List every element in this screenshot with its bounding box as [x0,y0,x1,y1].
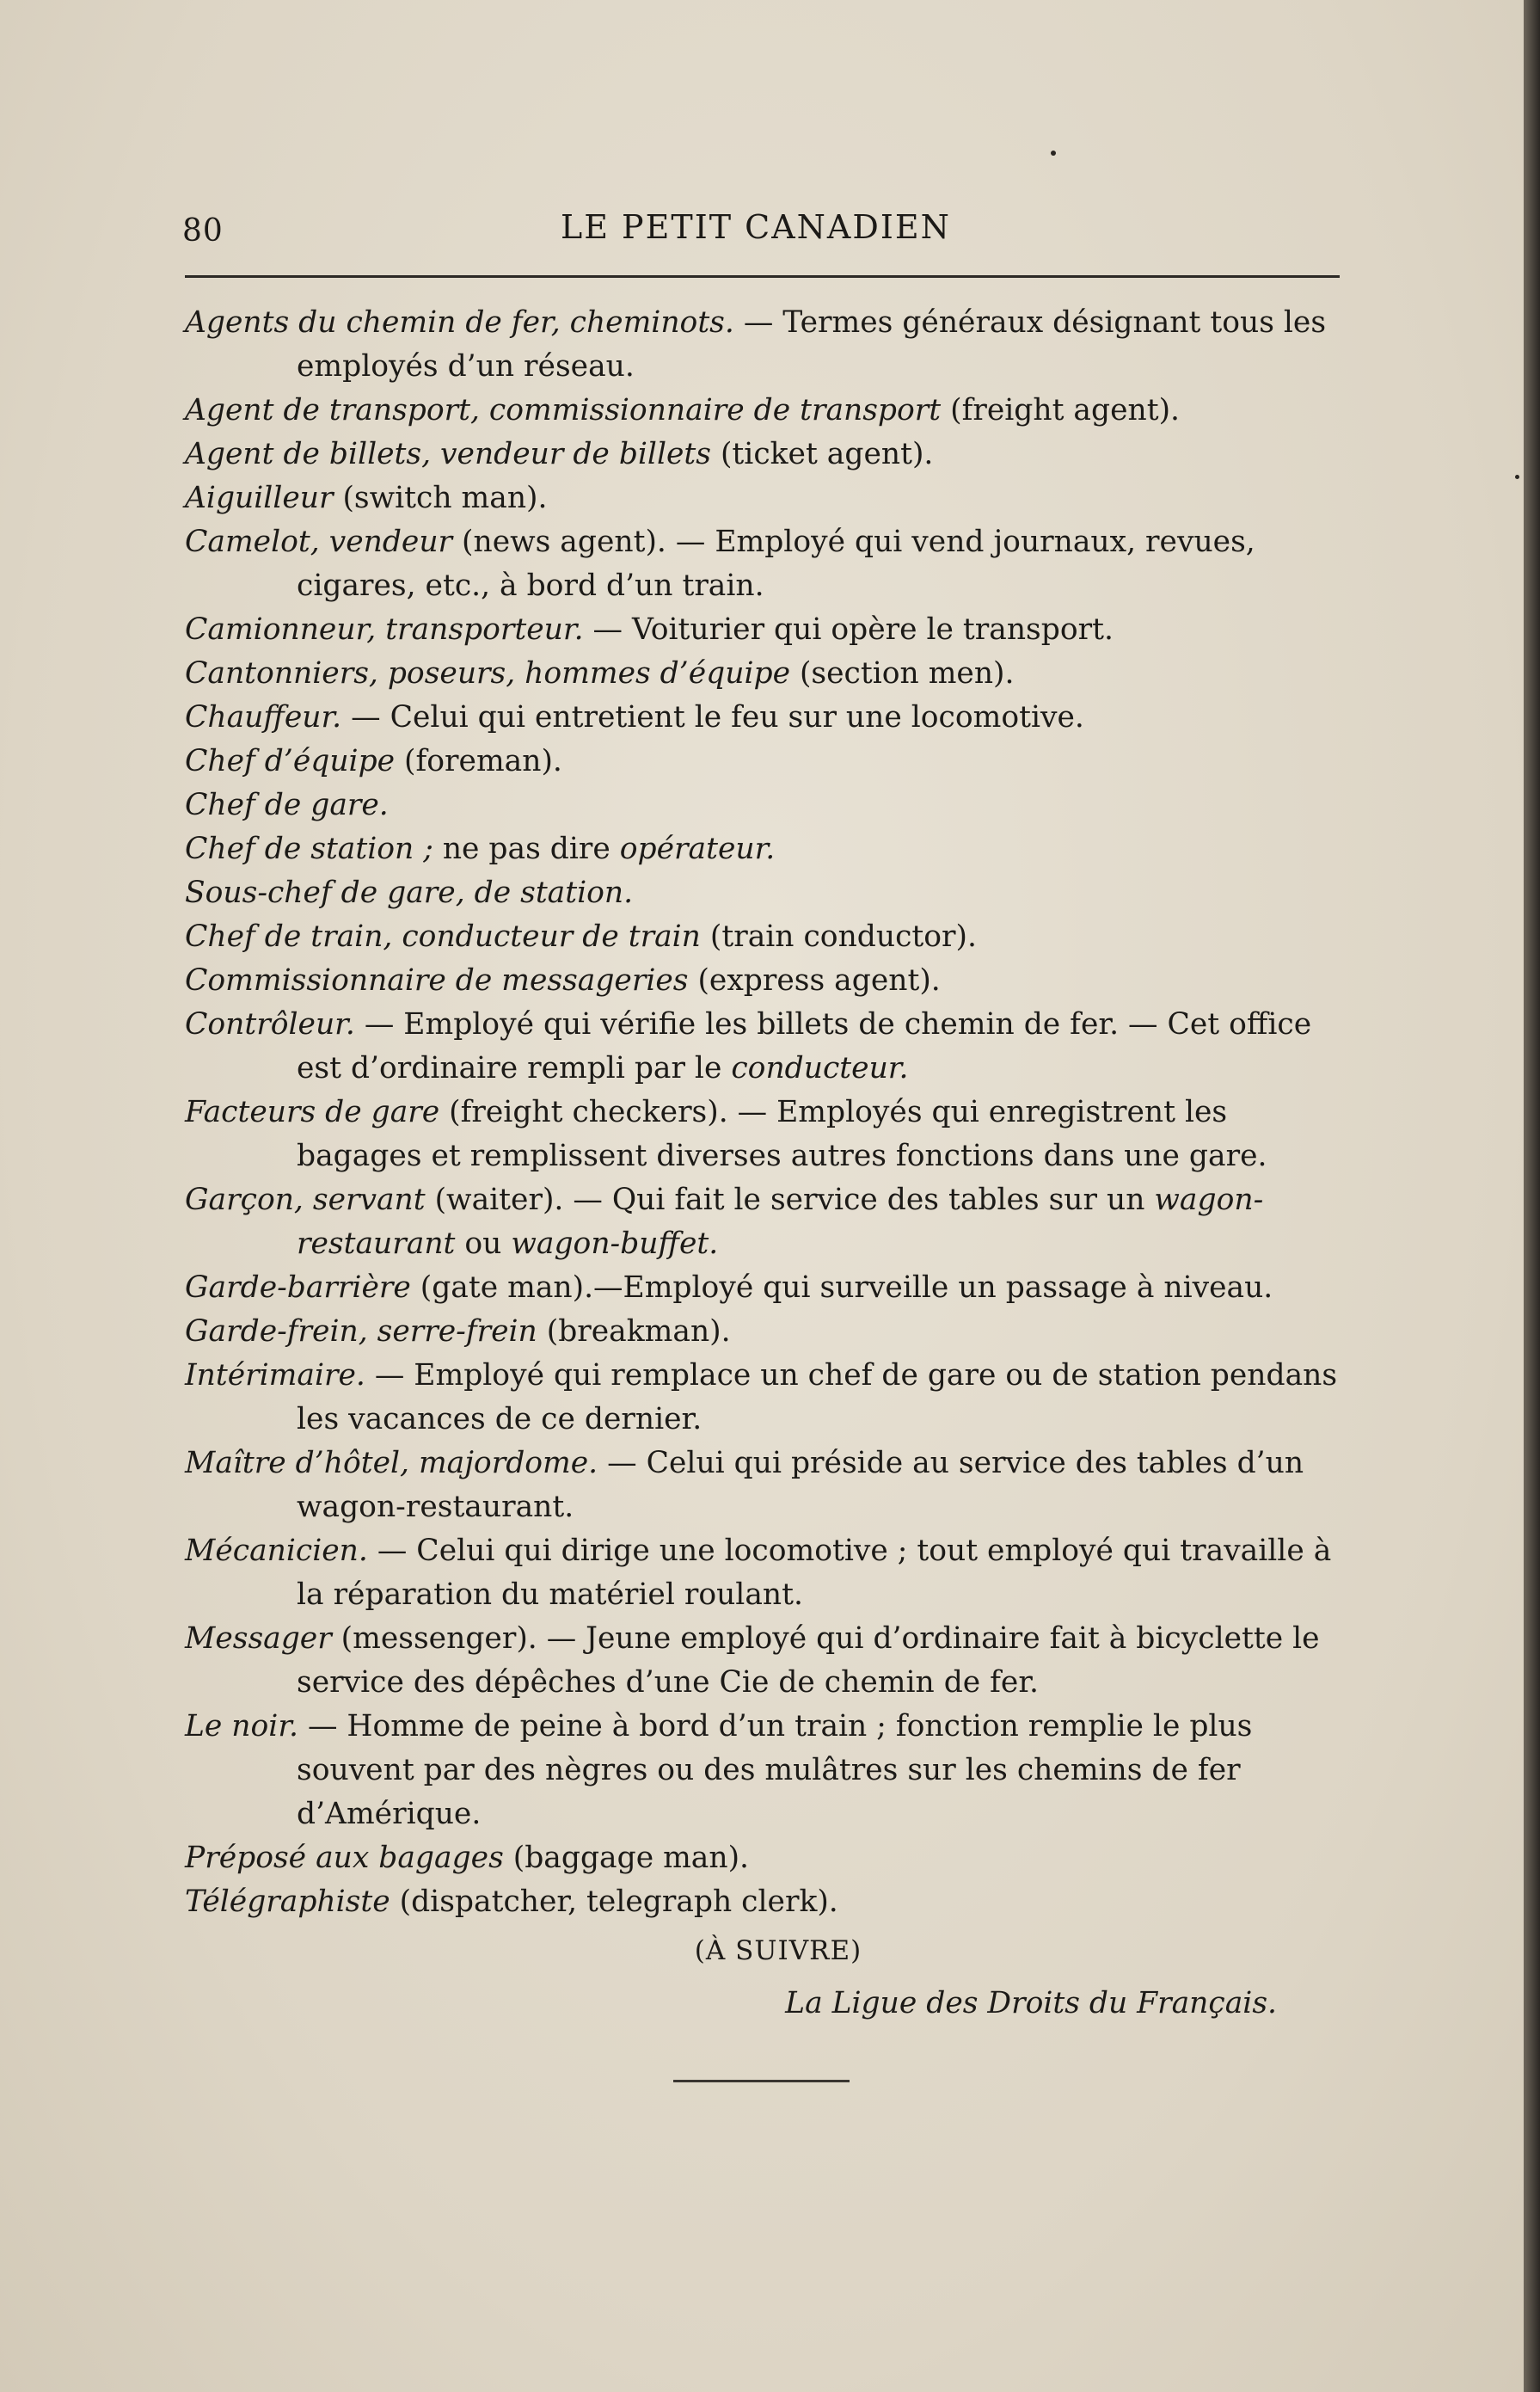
entry-term: Garde-frein, serre-frein [185,1314,537,1349]
entry-term: Préposé aux bagages [185,1841,504,1875]
entry-term: Agent de transport, commissionnaire de transport [185,393,942,427]
running-title: LE PETIT CANADIEN [561,208,951,246]
entry-definition: (breakman). [537,1314,731,1349]
entry-definition: (foreman). [395,744,562,778]
glossary-entry [185,915,1354,959]
entry-term: Mécanicien. [185,1534,368,1568]
glossary-entry [185,740,1354,784]
glossary-entry [185,1442,1354,1529]
entry-term: Agents du chemin de fer, cheminots. [185,305,734,340]
entry-definition: (waiter). — Qui fait le service des tables sur un [425,1183,1155,1217]
entry-definition: ne pas dire [433,832,620,866]
entry-term: Garçon, servant [185,1183,426,1217]
entry-term: Sous-chef de gare, de station. [185,876,634,910]
continued-note: (À SUIVRE) [694,1935,862,1966]
glossary-entries [185,301,1354,2026]
entry-definition: (news agent). — Employé qui vend journaux, revues, cigares, etc., à bord d’un train. [297,525,1255,603]
entry-definition: — Voiturier qui opère le transport. [583,612,1114,647]
entry-term: Garde-barrière [185,1270,411,1305]
entry-term: Camionneur, transporteur. [185,612,584,647]
entry-definition: — Employé qui remplace un chef de gare ou de station pendans les vacances de ce dernier. [297,1358,1338,1436]
glossary-entry [185,1617,1354,1705]
glossary-entry [185,389,1354,433]
entry-definition: (switch man). [333,481,548,515]
entry-term: Chef de gare. [185,788,389,822]
end-rule [673,2080,850,2082]
entry-definition: (dispatcher, telegraph clerk). [390,1885,838,1919]
entry-italic-word: wagon-restaurant [297,1183,1264,1261]
glossary-entry [185,1178,1354,1266]
entry-term: Commissionnaire de messageries [185,963,689,998]
header-rule [185,275,1340,278]
entry-definition: (baggage man). [503,1841,750,1875]
entry-term: Chauffeur. [185,700,342,735]
entry-definition: (freight checkers). — Employés qui enregistrent les bagages et remplissent diverses autres fonctions dans une gare. [297,1095,1267,1173]
entry-definition: — Employé qui vérifie les billets de chemin de fer. — Cet office est d’ordinaire rempli par le [297,1007,1312,1085]
glossary-entry [185,520,1354,608]
glossary-entry [185,827,1354,871]
paper-speck [1515,475,1519,479]
entry-term: Chef de train, conducteur de train [185,919,701,954]
entry-italic-word: conducteur. [731,1051,909,1085]
entry-term: Maître d’hôtel, majordome. [185,1446,598,1480]
entry-term: Le noir. [185,1709,298,1743]
entry-definition: (train conductor). [700,919,977,954]
glossary-entry [185,608,1354,652]
glossary-entry [185,1705,1354,1836]
entry-definition: — Homme de peine à bord d’un train ; fonction remplie le plus souvent par des nègres ou des mulâtres sur les chemins de fer d’Amérique. [297,1709,1253,1831]
glossary-entry [185,301,1354,389]
glossary-entry [185,871,1354,915]
entry-term: Agent de billets, vendeur de billets [185,437,711,471]
glossary-entry [185,652,1354,696]
entry-italic-word: opérateur. [619,832,776,866]
glossary-entry [185,477,1354,520]
entry-term: Aiguilleur [185,481,334,515]
glossary-entry [185,1880,1354,1924]
entry-definition: — Celui qui préside au service des tables d’un wagon-restaurant. [297,1446,1304,1524]
glossary-entry [185,959,1354,1003]
glossary-entry [185,1836,1354,1880]
page-number: 80 [182,213,224,249]
entry-definition: (gate man).—Employé qui surveille un passage à niveau. [410,1270,1273,1305]
entry-definition: (section men). [789,656,1015,691]
entry-definition-cont: ou [455,1227,512,1261]
paper-speck [1051,151,1056,156]
glossary-entry [185,1310,1354,1354]
entry-definition: (messenger). — Jeune employé qui d’ordinaire fait à bicyclette le service des dépêches d’une Cie de chemin de fer. [297,1621,1320,1700]
entry-term: Chef d’équipe [185,744,396,778]
entry-term: Contrôleur. [185,1007,355,1042]
entry-term: Camelot, vendeur [185,525,453,559]
entry-definition: (freight agent). [941,393,1181,427]
glossary-entry [185,784,1354,827]
glossary-entry [185,1091,1354,1178]
signature: La Ligue des Droits du Français. [785,1986,1277,2020]
entry-definition: — Celui qui dirige une locomotive ; tout employé qui travaille à la réparation du matériel roulant. [297,1534,1332,1612]
entry-italic-word: wagon-buffet. [511,1227,719,1261]
entry-term: Messager [185,1621,332,1656]
glossary-entry [185,1266,1354,1310]
entry-definition: (ticket agent). [711,437,934,471]
entry-term: Facteurs de gare [185,1095,440,1129]
entry-term: Télégraphiste [185,1885,390,1919]
book-spine-edge [1524,0,1540,2392]
entry-definition: (express agent). [688,963,941,998]
entry-term: Chef de station ; [185,832,433,866]
glossary-entry [185,696,1354,740]
entry-definition: — Termes généraux désignant tous les employés d’un réseau. [297,305,1327,384]
glossary-entry [185,1354,1354,1442]
entry-term: Cantonniers, poseurs, hommes d’équipe [185,656,790,691]
glossary-entry [185,433,1354,477]
running-head [182,208,1339,256]
entry-term: Intérimaire. [185,1358,365,1393]
glossary-entry [185,1003,1354,1091]
entry-definition: — Celui qui entretient le feu sur une locomotive. [341,700,1084,735]
glossary-entry [185,1529,1354,1617]
